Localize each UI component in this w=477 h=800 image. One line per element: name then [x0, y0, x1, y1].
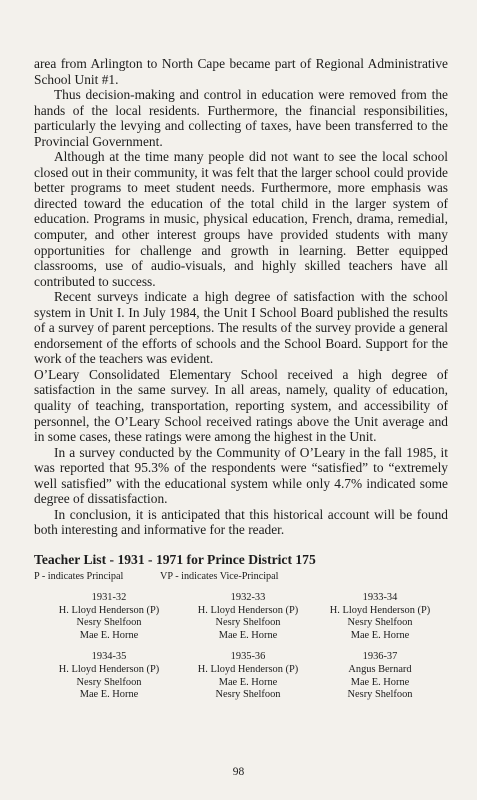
teacher-list-entry	[184, 592, 312, 642]
paragraph: O’Leary Consolidated Elementary School received a high degree of satisfaction in the same survey. In all areas, namely, quality of education, quality of teaching, transportation, reporting system, and accessibility of personnel, the O’Leary School received ratings above the Unit average and in some cases, these ratings were among the highest in the Unit.	[34, 366, 448, 445]
teacher-name: Nesry Shelfoon	[347, 689, 413, 701]
school-year: 1931-32	[91, 591, 127, 603]
teacher-list-entry	[34, 651, 184, 701]
teacher-list-grid	[34, 592, 448, 702]
vice-principal-legend: VP - indicates Vice-Principal	[160, 570, 279, 582]
teacher-name: Nesry Shelfoon	[76, 676, 142, 688]
teacher-name: H. Lloyd Henderson (P)	[329, 604, 431, 616]
teacher-name: Nesry Shelfoon	[347, 617, 413, 629]
principal-legend: P - indicates Principal	[34, 570, 124, 582]
teacher-name: H. Lloyd Henderson (P)	[58, 604, 160, 616]
paragraph: Although at the time many people did not want to see the local school closed out in their community, it was felt that the larger school could provide better programs to meet student needs. Furthermore, more emphasis was directed toward the education of the total child in the larger system of education. Programs in music, physical education, French, drama, remedial, computer, and other interest groups have provided students with many opportunities for challenge and growth in learning. Better equipped classrooms, use of audio-visuals, and highly skilled teachers have all contributed to success.	[34, 149, 448, 289]
school-year: 1932-33	[230, 591, 266, 603]
teacher-name: Mae E. Horne	[79, 629, 139, 641]
teacher-name: H. Lloyd Henderson (P)	[197, 663, 299, 675]
teacher-name: Nesry Shelfoon	[215, 617, 281, 629]
page-number: 98	[232, 766, 245, 778]
teacher-list-entry	[312, 651, 448, 701]
teacher-name: Mae E. Horne	[218, 629, 278, 641]
teacher-list-legend	[34, 570, 448, 583]
teacher-list-entry	[34, 592, 184, 642]
school-year: 1933-34	[362, 591, 398, 603]
teacher-name: Mae E. Horne	[79, 689, 139, 701]
teacher-name: H. Lloyd Henderson (P)	[197, 604, 299, 616]
paragraph: area from Arlington to North Cape became part of Regional Administrative School Unit #1.	[34, 56, 448, 87]
teacher-list-entry	[184, 651, 312, 701]
teacher-name: Angus Bernard	[348, 663, 412, 675]
paragraph: Recent surveys indicate a high degree of satisfaction with the school system in Unit I. In July 1984, the Unit I School Board published the results of a survey of parent perceptions. The results of the survey provide a general endorsement of the efforts of schools and the School Board. Support for the work of the teachers was evident.	[34, 289, 448, 367]
school-year: 1936-37	[362, 651, 398, 663]
teacher-name: Nesry Shelfoon	[76, 617, 142, 629]
teacher-name: Mae E. Horne	[350, 676, 410, 688]
teacher-name: Mae E. Horne	[350, 629, 410, 641]
teacher-name: Nesry Shelfoon	[215, 689, 281, 701]
paragraph: In a survey conducted by the Community of O’Leary in the fall 1985, it was reported that 95.3% of the respondents were “satisfied” to “extremely well satisfied” with the educational system while only 4.7% indicated some degree of dissatisfaction.	[34, 444, 448, 507]
paragraph: In conclusion, it is anticipated that this historical account will be found both interesting and informative for the reader.	[34, 506, 448, 538]
school-year: 1934-35	[91, 651, 127, 663]
paragraph: Thus decision-making and control in education were removed from the hands of the local residents. Furthermore, the financial responsibilities, particularly the levying and collecting of taxes, have been transferred to the Provincial Government.	[34, 87, 448, 149]
school-year: 1935-36	[230, 651, 266, 663]
teacher-list-entry	[312, 592, 448, 642]
teacher-name: H. Lloyd Henderson (P)	[58, 663, 160, 675]
teacher-list-title: Teacher List - 1931 - 1971 for Prince District 175	[34, 551, 316, 567]
page-body	[34, 56, 448, 702]
teacher-name: Mae E. Horne	[218, 676, 278, 688]
body-text	[34, 56, 448, 538]
